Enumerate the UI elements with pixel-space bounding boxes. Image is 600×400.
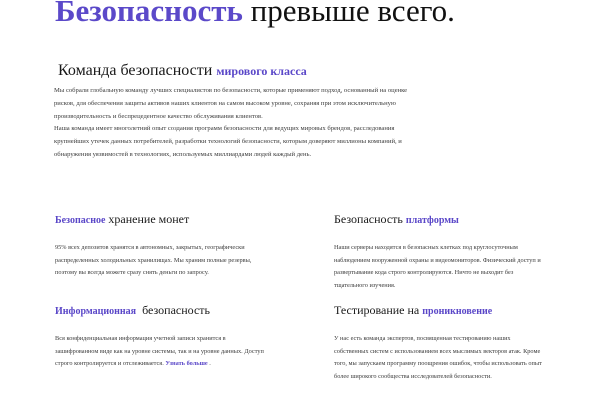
- feature-title-rest: Тестирование на: [334, 303, 423, 317]
- feature-platform-security: [334, 211, 544, 292]
- feature-title: [55, 211, 265, 229]
- feature-body-text: Вся конфиденциальная информация учетной записи хранится в зашифрованном виде как на уровне системы, так и на уровне данных. Доступ строго контролируется и отслеживается.: [55, 335, 264, 368]
- feature-title-accent: платформы: [405, 215, 459, 226]
- team-paragraph-2: Наша команда имеет многолетний опыт создания программ безопасности для ведущих мировых брендов, расследования крупнейших утечек данных потребителей, разработки технологий безопасности, которым доверяют миллионы компаний, и обнаружения уязвимостей в технологиях, используемых миллиардами людей каждый день.: [54, 125, 402, 158]
- feature-title-rest: хранение монет: [105, 212, 190, 226]
- feature-body: Наши серверы находятся в безопасных клетках под круглосуточным наблюдением вооруженной охраны и видеомониторов. Физический доступ и развертывание кода строго контролируются. Ничто не выходит без тщательного изучения.: [334, 244, 541, 289]
- team-paragraph-1: Мы собрали глобальную команду лучших специалистов по безопасности, которые применяют подход, основанный на оценке рисков, для обеспечения защиты активов наших клиентов на самом высоком уровне, сохраняя при этом исключительную производительность и беспрецедентное качество обслуживания клиентов.: [54, 87, 408, 120]
- feature-penetration-testing: [334, 302, 544, 383]
- feature-title-accent: Безопасное: [55, 215, 106, 226]
- team-title-accent: мирового класса: [216, 64, 307, 78]
- feature-title: [55, 302, 265, 320]
- learn-more-link[interactable]: Узнать больше: [165, 360, 208, 368]
- feature-coin-storage: [55, 211, 265, 280]
- team-title-text: Команда безопасности: [58, 62, 217, 79]
- feature-title-rest: Безопасность: [334, 212, 406, 226]
- feature-title-accent: проникновение: [422, 306, 493, 317]
- feature-title-accent: Информационная: [55, 306, 137, 317]
- feature-body: [55, 333, 265, 371]
- feature-title-rest: безопасность: [136, 303, 211, 317]
- page-title: [55, 0, 455, 31]
- page-title-rest: превыше всего.: [242, 0, 455, 28]
- feature-title: [334, 211, 544, 229]
- feature-title: [334, 302, 544, 320]
- page-title-accent: Безопасность: [55, 0, 243, 28]
- feature-information-security: [55, 302, 265, 371]
- feature-body: У нас есть команда экспертов, посвященная тестированию наших собственных систем с использованием всех мыслимых векторов атак. Кроме того, мы запускаем программу поощрения ошибок, чтобы использовать опыт более широкого сообщества исследователей безопасности.: [334, 335, 542, 380]
- link-suffix: .: [207, 360, 211, 368]
- feature-body: 95% всех депозитов хранятся в автономных, закрытых, географически распределенных холодильных хранилищах. Мы храним полные резервы, поэтому вы всегда можете сразу снять деньги по запросу.: [55, 244, 252, 277]
- team-section-title: [58, 61, 307, 81]
- team-description: [54, 85, 414, 162]
